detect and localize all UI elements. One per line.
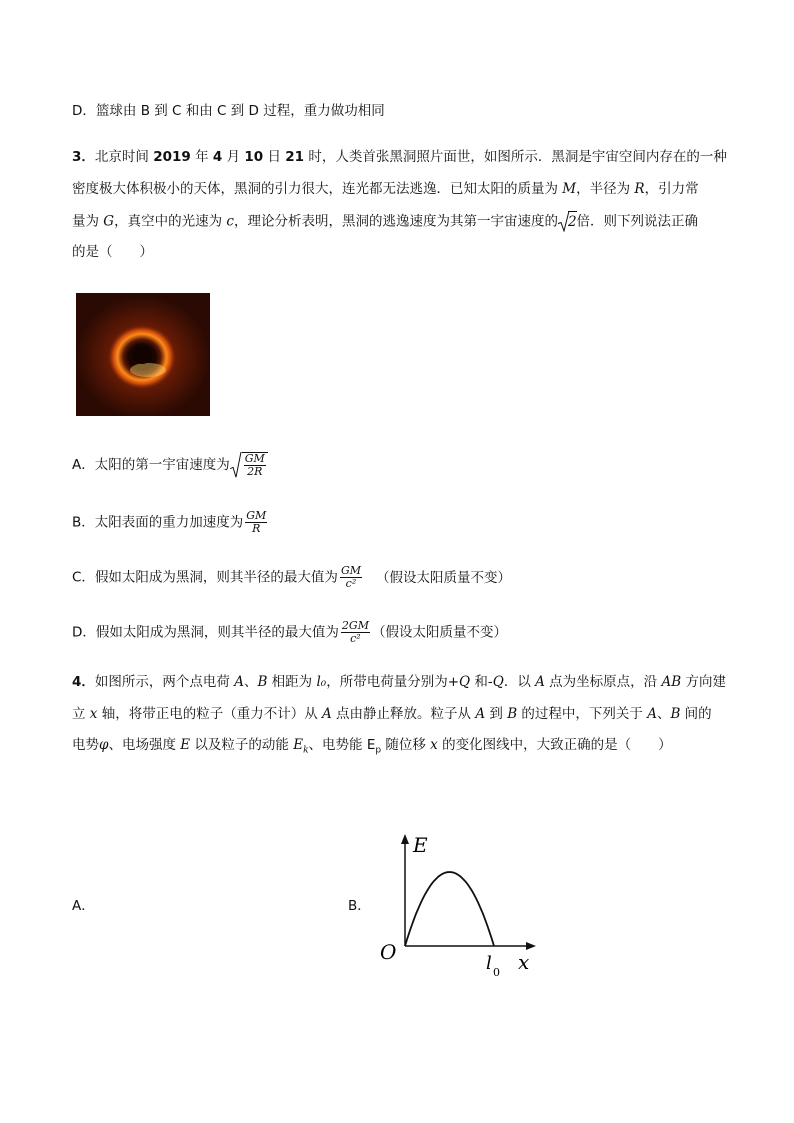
text: 电势 (72, 737, 99, 753)
text: ．以 (503, 674, 536, 690)
e-x-graph (370, 830, 550, 980)
x-axis-arrow (526, 942, 536, 950)
option-label: A． (72, 898, 95, 914)
q3-stem-line-3 (72, 211, 698, 232)
var-Ep: E (366, 737, 376, 753)
q3-stem-line-1 (72, 147, 727, 167)
option-note: （假设太阳质量不变） (371, 624, 507, 641)
option-text: 假如太阳成为黑洞，则其半径的最大值为 (94, 569, 338, 586)
var-l0: l₀ (316, 674, 327, 690)
text: 点为坐标原点，沿 (544, 674, 662, 690)
fraction (244, 453, 266, 478)
q3-stem-line-4 (72, 242, 153, 262)
fraction (341, 620, 370, 645)
text: ，真空中的光速为 (114, 213, 227, 230)
year: 2019 (153, 149, 191, 165)
l0-label: l (486, 953, 492, 974)
subscript-k: k (303, 745, 309, 756)
var-c: c (226, 213, 234, 230)
numerator: GM (246, 509, 267, 522)
option-note: （假设太阳质量不变） (376, 569, 511, 586)
y-axis-label: E (413, 833, 428, 857)
x-axis-label: x (518, 950, 530, 974)
sqrt-2 (558, 211, 577, 232)
radical-sign (230, 452, 242, 478)
var-AB: AB (661, 674, 682, 690)
var-A: A (535, 674, 545, 690)
text: 间的 (680, 706, 712, 722)
var-B: B (257, 674, 268, 690)
var-A: A (475, 706, 486, 722)
var-B: B (507, 706, 518, 722)
text: 的是（ ） (72, 244, 153, 260)
text: 如图所示，两个点电荷 (94, 674, 235, 690)
question-number: 4． (72, 674, 95, 690)
text: 月 (222, 149, 245, 165)
q4-stem-line-3 (72, 735, 672, 761)
option-text: 太阳的第一宇宙速度为 (94, 457, 230, 473)
text: 立 (72, 706, 90, 722)
text: 、 (656, 706, 671, 722)
text: ，理论分析表明，黑洞的逃逸速度为其第一宇宙速度的 (233, 213, 558, 230)
q4-stem-line-1 (72, 672, 726, 692)
l0-subscript: 0 (493, 966, 500, 979)
var-E: E (180, 737, 191, 753)
q4-option-b (348, 896, 371, 916)
q2-option-d (72, 101, 385, 121)
text: 方向建 (681, 674, 726, 690)
q3-option-c (72, 565, 511, 590)
text: 和- (470, 674, 493, 690)
text: 的变化图线中，大致正确的是（ ） (437, 737, 672, 753)
q3-option-a (72, 452, 268, 478)
option-label: D． (72, 624, 96, 641)
text: 年 (190, 149, 213, 165)
text: 随位移 (381, 737, 431, 753)
q3-stem-line-2 (72, 179, 699, 199)
var-A: A (322, 706, 332, 722)
text: 、 (243, 674, 258, 690)
var-M: M (562, 181, 577, 197)
subscript-p: p (375, 745, 382, 756)
q3-option-b (72, 510, 269, 535)
text: 轴，将带正电的粒子（重力不计）从 (97, 706, 323, 722)
text: ，引力常 (644, 181, 699, 197)
text: 密度极大体积极小的天体，黑洞的引力很大，连光都无法逃逸．已知太阳的质量为 (72, 181, 563, 197)
option-label: C． (72, 569, 95, 586)
option-label: D． (72, 103, 96, 119)
denominator: c² (350, 632, 361, 645)
option-label: B． (72, 514, 95, 531)
numerator: 2GM (341, 619, 369, 632)
text: 、电势能 (308, 737, 367, 753)
text: ，半径为 (576, 181, 635, 197)
text: ，所带电荷量分别为+ (326, 674, 460, 690)
numerator: GM (244, 452, 265, 465)
var-G: G (103, 213, 115, 230)
var-A: A (647, 706, 657, 722)
text: 量为 (72, 213, 104, 230)
numerator: GM (340, 564, 361, 577)
var-phi: φ (99, 737, 109, 753)
text: 日 (263, 149, 286, 165)
denominator: 2R (247, 465, 263, 478)
option-text: 假如太阳成为黑洞，则其半径的最大值为 (95, 624, 339, 641)
y-axis-arrow (401, 834, 409, 844)
text: 点由静止释放。粒子从 (331, 706, 476, 722)
var-A: A (234, 674, 244, 690)
option-text: 篮球由 B 到 C 和由 C 到 D 过程，重力做功相同 (95, 103, 385, 119)
denominator: c² (345, 577, 357, 590)
text: 、电场强度 (108, 737, 181, 753)
q3-option-d (72, 620, 507, 645)
black-hole-photo (76, 293, 210, 416)
denominator: R (252, 522, 261, 535)
radical-sign (558, 211, 570, 232)
var-R: R (634, 181, 645, 197)
text: 时，人类首张黑洞照片面世，如图所示．黑洞是宇宙空间内存在的一种 (304, 149, 727, 165)
e-curve (405, 872, 494, 946)
fraction (340, 565, 362, 590)
option-text: 太阳表面的重力加速度为 (94, 514, 244, 531)
fraction (245, 510, 267, 535)
text: 北京时间 (94, 149, 154, 165)
q4-stem-line-2 (72, 704, 712, 724)
radicand: 2 (568, 211, 577, 232)
hour: 21 (285, 149, 305, 165)
text: 相距为 (267, 674, 317, 690)
text: 的过程中，下列关于 (517, 706, 648, 722)
text: 到 (485, 706, 508, 722)
var-B: B (670, 706, 681, 722)
var-Q: Q (492, 674, 504, 690)
option-label: A． (72, 457, 95, 473)
month: 4 (212, 149, 223, 165)
question-number: 3． (72, 149, 95, 165)
day: 10 (244, 149, 264, 165)
option-label: B． (348, 898, 371, 914)
black-hole-image (76, 293, 210, 416)
text: 倍．则下列说法正确 (576, 213, 699, 230)
text: 以及粒子的动能 (190, 737, 294, 753)
var-Q: Q (459, 674, 471, 690)
q4-option-a (72, 896, 95, 916)
origin-label: O (380, 940, 397, 964)
var-Ek: E (293, 737, 304, 753)
var-x: x (89, 706, 98, 722)
sqrt-fraction (230, 452, 268, 478)
var-x: x (430, 737, 438, 753)
